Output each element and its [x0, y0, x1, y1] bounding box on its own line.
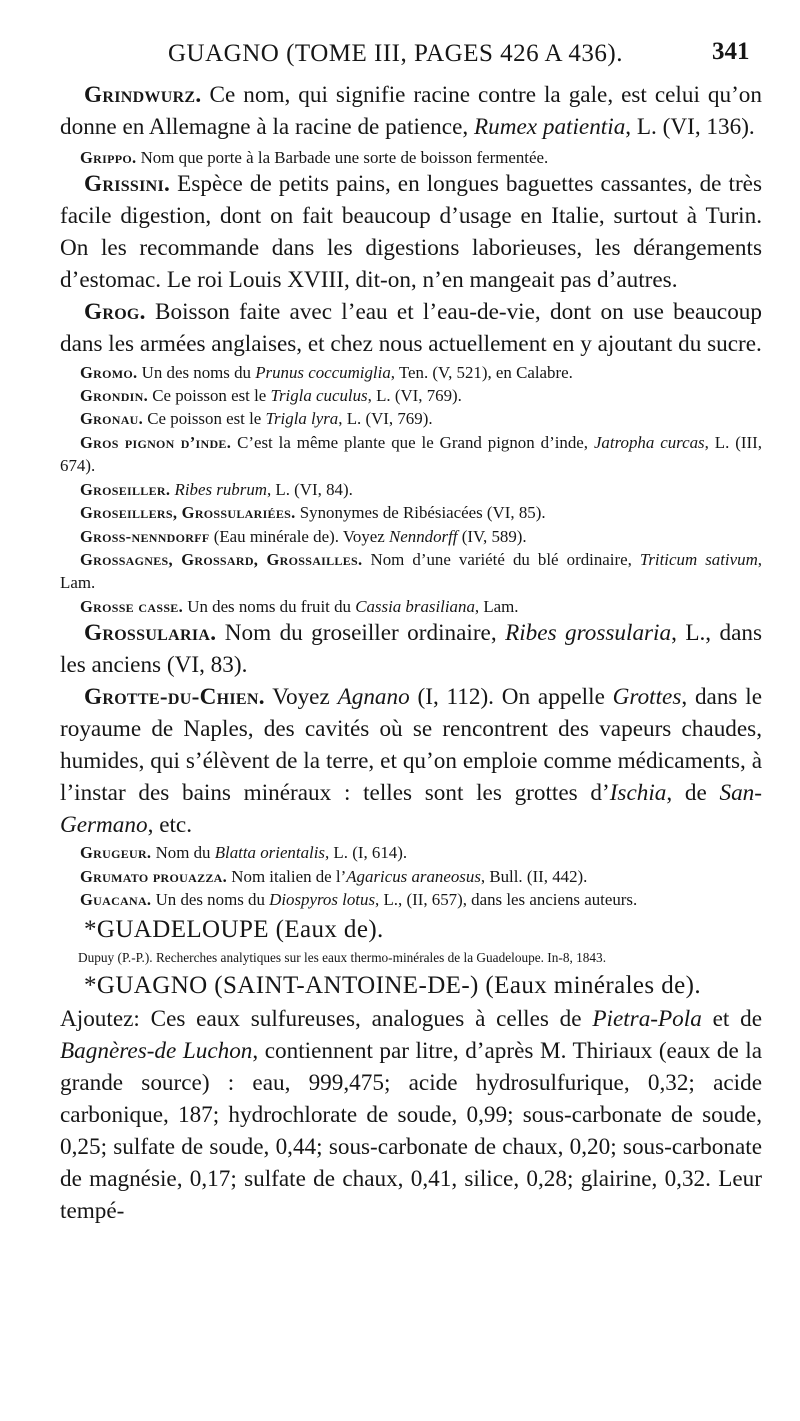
entry-taxon: Prunus coccumiglia — [255, 362, 391, 382]
entry-text: C’est la même plante que le Grand pignon d’inde, — [231, 432, 594, 452]
entry-crossref: Nenndorff — [389, 526, 458, 546]
entry-text: , Ten. (V, 521), en Calabre. — [390, 362, 573, 382]
entry-taxon: Ribes rubrum — [174, 479, 267, 499]
entry-text: , etc. — [147, 811, 193, 838]
entry-term: Grippo. — [80, 147, 137, 167]
entry-text: Boisson faite avec l’eau et l’eau-de-vie, dont on use beaucoup dans les armées anglaises, et chez nous actuellement en y ajoutant du sucre. — [60, 298, 762, 357]
entry-text: , Lam. — [60, 549, 762, 593]
entry-groseillers — [60, 501, 762, 524]
entry-text: Ajoutez: Ces eaux sulfureuses, analogues à celles de — [60, 1006, 593, 1033]
entry-text: , de — [666, 779, 720, 806]
dictionary-text — [60, 80, 762, 1228]
entry-text: (I, 112). On appelle — [409, 683, 613, 710]
entry-grissini — [60, 169, 762, 297]
page-header — [0, 36, 800, 76]
page-number: 341 — [712, 38, 750, 65]
entry-text: , L. (VI, 769). — [338, 409, 433, 429]
entry-term: Grissini. — [84, 171, 171, 198]
entry-text: Nom d’une variété du blé ordinaire, — [362, 549, 640, 569]
entry-grosse-casse — [60, 595, 762, 618]
entry-grugeur — [60, 841, 762, 864]
entry-term: Grog. — [84, 298, 146, 325]
entry-text: , contiennent par litre, d’après M. Thiriaux (eaux de la grande source) : eau, 999,475; acide hydrosulfurique, 0,32; acide carbonique, 187; hydrochlorate de soude, 0,99; sous-carbonate de soude, 0,25; sulfate de soude, 0,44; sous-carbonate de chaux, 0,20; sous-carbonate de magnésie, 0,17; sulfate de chaux, 0,41, silice, 0,28; glairine, 0,32. Leur tempé- — [60, 1038, 762, 1224]
entry-text: , L. (III, 674). — [60, 432, 762, 476]
entry-text: Espèce de petits pains, en longues baguettes cassantes, de très facile digestion, dont on fait beaucoup d’usage en Italie, surtout à Turin. On les recommande dans les digestions laborieuses, les dérangements d’estomac. Le roi Louis XVIII, dit-on, n’en mangeait pas d’autres. — [60, 171, 762, 293]
entry-text: Un des noms du — [151, 890, 270, 910]
entry-guacana — [60, 888, 762, 911]
entry-taxon: Trigla lyra — [265, 409, 339, 429]
entry-text: Nom du — [151, 843, 215, 863]
entry-place: Ischia — [609, 779, 667, 806]
entry-taxon: Blatta orientalis — [214, 843, 325, 863]
entry-place: Bagnères-de Luchon — [60, 1038, 253, 1065]
entry-place: San-Germano — [60, 779, 762, 838]
entry-term: Gromo. — [80, 362, 138, 382]
entry-taxon: Jatropha curcas — [593, 432, 705, 452]
entry-text: Nom du groseiller ordinaire, — [216, 620, 506, 647]
guadeloupe-bibliography: Dupuy (P.-P.). Recherches analytiques sur les eaux thermo-minérales de la Guadeloupe. In-8, 1843. — [78, 949, 607, 965]
entry-grippo — [60, 146, 762, 169]
entry-text: , L. (VI, 136). — [625, 113, 755, 140]
entry-text: Ce nom, qui signifie racine contre la gale, est celui qu’on donne en Allemagne à la racine de patience, — [60, 82, 762, 140]
running-title: GUAGNO (TOME III, PAGES 426 A 436). — [168, 40, 624, 67]
entry-grossularia — [60, 618, 762, 682]
entry-place: Pietra-Pola — [592, 1006, 702, 1033]
entry-gronau — [60, 407, 762, 430]
entry-text: (IV, 589). — [457, 526, 527, 546]
entry-text: et de — [701, 1006, 762, 1033]
entry-groseiller — [60, 478, 762, 501]
entry-term: Grumato prouazza. — [80, 866, 228, 886]
entry-grumato-prouazza — [60, 865, 762, 888]
entry-taxon: Ribes grossularia — [505, 620, 672, 647]
entry-term: Guacana. — [80, 890, 152, 910]
entry-text: , L., dans les anciens (VI, 83). — [60, 620, 763, 679]
entry-text: Ce poisson est le — [143, 409, 266, 429]
entry-gromo — [60, 361, 762, 384]
entry-text: Un des noms du — [137, 362, 256, 382]
entry-term: Grossularia. — [84, 620, 217, 647]
guadeloupe-heading: *GUADELOUPE (Eaux de). — [84, 915, 384, 943]
entry-text: Synonymes de Ribésiacées (VI, 85). — [295, 503, 546, 523]
entry-term: Gronau. — [80, 409, 144, 429]
entry-term: Grossagnes, Grossard, Grossailles. — [80, 549, 363, 569]
entry-term-italic: Grottes — [612, 683, 682, 710]
entry-gros-pignon-d-inde — [60, 431, 762, 478]
entry-term: Grindwurz. — [84, 82, 202, 108]
entry-term: Grugeur. — [80, 843, 152, 863]
entry-term: Gross-nenndorff — [80, 526, 210, 546]
entry-taxon: Cassia brasiliana — [355, 596, 475, 616]
entry-text: Voyez — [264, 683, 338, 710]
entry-text: Un des noms du fruit du — [183, 596, 356, 616]
entry-grindwurz — [60, 80, 762, 144]
entry-text: (Eau minérale de). Voyez — [209, 526, 389, 546]
entry-text: , L., (II, 657), dans les anciens auteurs. — [375, 890, 638, 910]
entry-text: , Bull. (II, 442). — [480, 866, 588, 886]
entry-text: , Lam. — [474, 596, 519, 616]
entry-crossref: Agnano — [337, 683, 410, 710]
entry-text: Nom italien de l’ — [227, 866, 347, 886]
entry-taxon: Triticum sativum — [639, 549, 758, 569]
entry-taxon: Diospyros lotus — [269, 890, 376, 910]
entry-term: Gros pignon d’inde. — [80, 432, 232, 452]
guagno-text — [60, 1004, 762, 1227]
entry-text: , L. (VI, 84). — [266, 479, 353, 499]
entry-term: Grondin. — [80, 386, 149, 406]
entry-term: Grotte-du-Chien. — [84, 683, 265, 710]
guagno-heading: *GUAGNO (SAINT-ANTOINE-DE-) (Eaux minérales de). — [84, 972, 701, 1000]
entry-grossagnes — [60, 548, 762, 595]
entry-grondin — [60, 384, 762, 407]
entry-text: , L. (VI, 769). — [367, 386, 462, 406]
entry-term: Grosse casse. — [80, 596, 184, 616]
entry-text: Ce poisson est le — [148, 386, 271, 406]
entry-taxon: Trigla cuculus — [270, 386, 368, 406]
entry-term: Groseillers, Grossulariées. — [80, 503, 296, 523]
entry-grotte-du-chien — [60, 682, 762, 842]
entry-taxon: Rumex patientia — [473, 113, 626, 140]
entry-term: Groseiller. — [80, 479, 171, 499]
entry-taxon: Agaricus araneosus — [346, 866, 481, 886]
entry-grog — [60, 297, 762, 361]
entry-text: , L. (I, 614). — [324, 843, 408, 863]
entry-gross-nenndorff — [60, 525, 762, 548]
entry-text: , dans le royaume de Naples, des cavités où se rencontrent des vapeurs chaudes, humides, qui s’élèvent de la terre, et qu’on emploie comme médicaments, à l’instar des bains minéraux : telles sont les grottes d’ — [60, 683, 762, 806]
entry-text: Nom que porte à la Barbade une sorte de boisson fermentée. — [136, 147, 549, 167]
